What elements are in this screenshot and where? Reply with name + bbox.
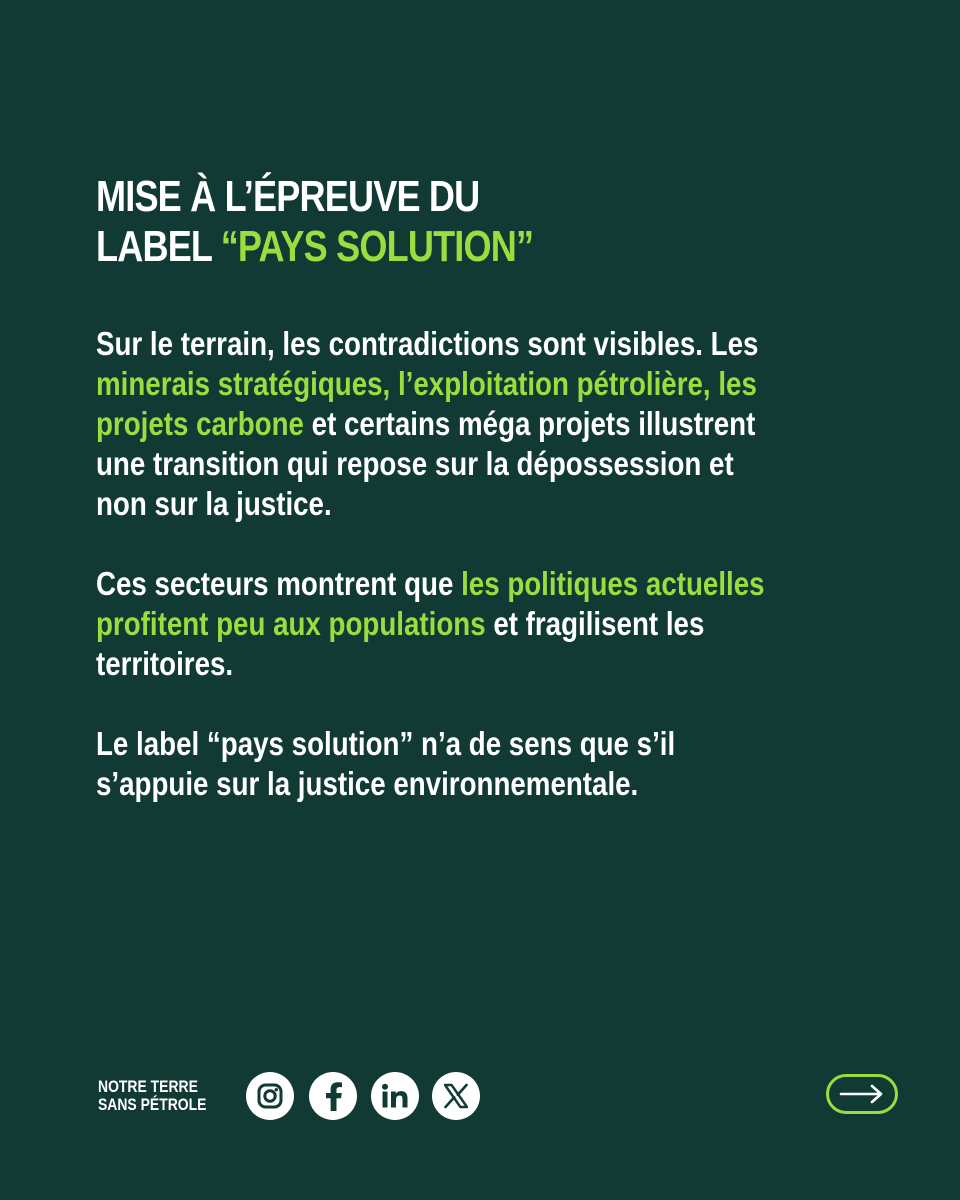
paragraph-1-line-5: non sur la justice. [96, 485, 332, 522]
paragraph-2-highlight: les politiques actuelles [461, 565, 765, 602]
paragraph-3-line-1: Le label “pays solution” n’a de sens que s’il [96, 725, 676, 762]
paragraph-1-line-4: une transition qui repose sur la dépossession et [96, 445, 734, 482]
arrow-right-icon [839, 1084, 885, 1104]
facebook-icon[interactable] [309, 1072, 357, 1120]
paragraph-2-highlight-end: profitent peu aux populations [96, 605, 486, 642]
brand-line-1: NOTRE TERRE [98, 1077, 198, 1096]
instagram-icon[interactable] [246, 1072, 294, 1120]
paragraph-3-line-2: s’appuie sur la justice environnementale. [96, 765, 639, 802]
slide-title [96, 172, 736, 272]
brand-line-2: SANS PÉTROLE [98, 1095, 207, 1114]
x-icon[interactable] [432, 1072, 480, 1120]
paragraph-1-line-3-rest: et certains méga projets illustrent [303, 405, 756, 442]
title-line-1: MISE À L’ÉPREUVE DU [96, 172, 480, 221]
title-prefix: LABEL [96, 222, 221, 271]
paragraph-1-highlight-end: projets carbone [96, 405, 304, 442]
paragraph-2-prefix: Ces secteurs montrent que [96, 565, 462, 602]
paragraph-1-line-2-highlight: minerais stratégiques, l’exploitation pétrolière, les [96, 365, 757, 402]
paragraph-2 [96, 564, 852, 684]
paragraph-3 [96, 724, 852, 804]
body-text [96, 324, 852, 844]
next-slide-button[interactable] [826, 1074, 898, 1114]
title-highlight: “PAYS SOLUTION” [220, 222, 534, 271]
paragraph-1-line-3 [96, 404, 852, 444]
paragraph-2-line-1 [96, 564, 852, 604]
linkedin-icon[interactable] [371, 1072, 419, 1120]
brand-logo [98, 1078, 206, 1114]
paragraph-2-line-3: territoires. [96, 645, 234, 682]
paragraph-1-line-1: Sur le terrain, les contradictions sont visibles. Les [96, 325, 759, 362]
paragraph-1 [96, 324, 852, 524]
paragraph-2-line-2 [96, 604, 852, 644]
paragraph-2-line-2-rest: et fragilisent les [485, 605, 705, 642]
title-line-2 [96, 222, 736, 272]
